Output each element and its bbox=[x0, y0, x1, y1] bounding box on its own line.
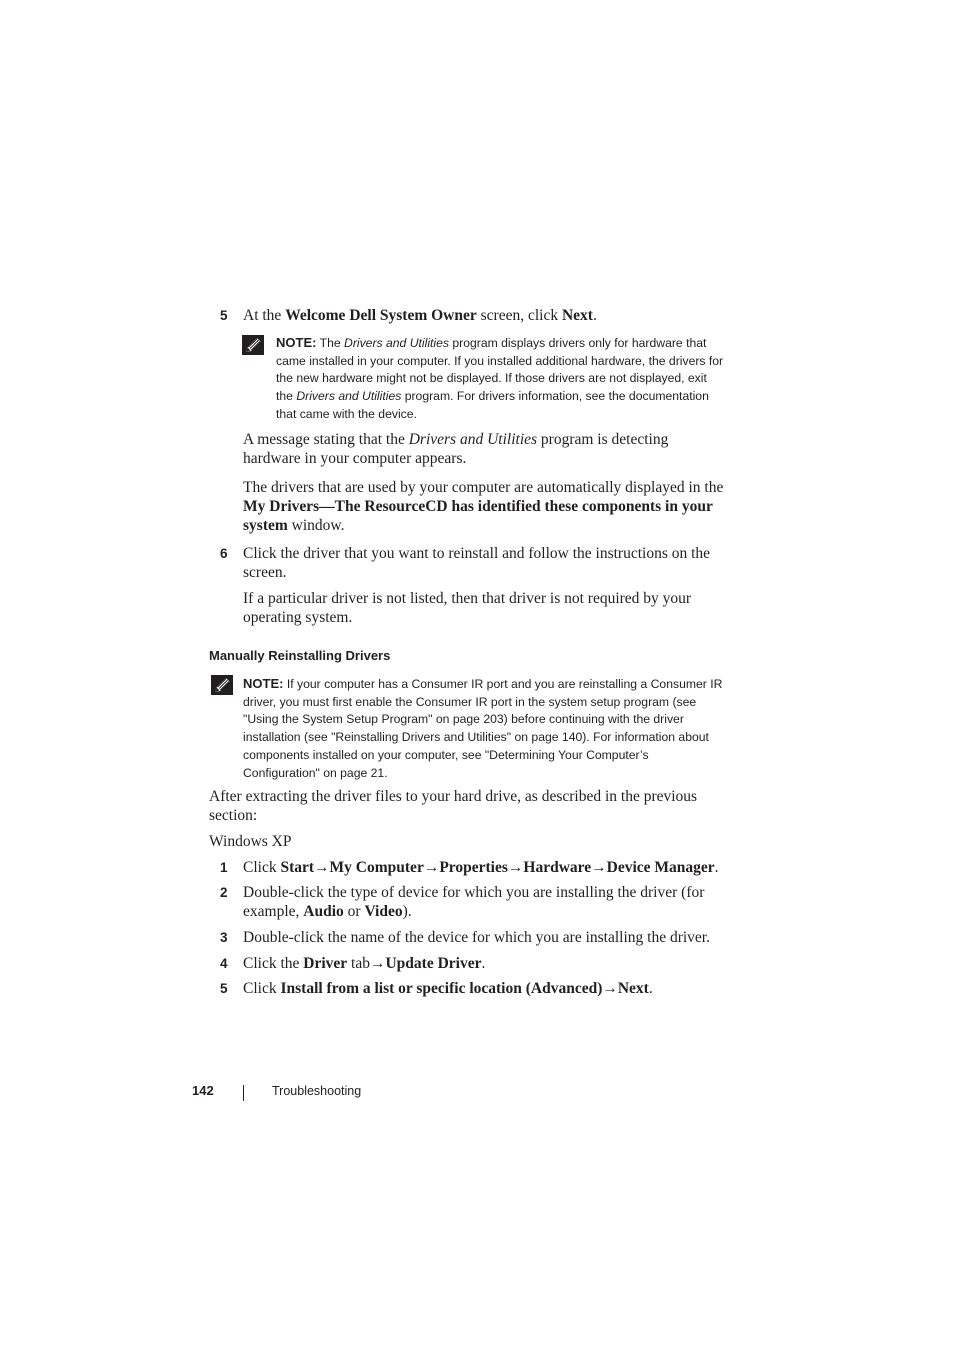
step-number: 5 bbox=[220, 981, 228, 996]
step-number: 3 bbox=[220, 930, 228, 945]
pencil-note-icon bbox=[242, 335, 264, 355]
step-2-text: Double-click the type of device for which you are installing the driver (for example, Audio or Video). bbox=[243, 884, 705, 920]
step-3-text: Double-click the name of the device for which you are installing the driver. bbox=[243, 929, 710, 946]
footer-divider bbox=[243, 1085, 244, 1101]
step-number: 1 bbox=[220, 860, 228, 875]
note-consumer-ir: NOTE: If your computer has a Consumer IR port and you are reinstalling a Consumer IR driver, you must first enable the Consumer IR port in the system setup program (see "Using the System Setup Program" on page 203) before continuing with the driver installation (see "Reinstalling Drivers and Utilities" on page 140). For information about components installed on your computer, see "Determining Your Computer’s Configuration" on page 21. bbox=[243, 676, 723, 780]
step-number: 2 bbox=[220, 885, 228, 900]
paragraph-drivers-displayed: The drivers that are used by your computer are automatically displayed in the My Drivers—The ResourceCD has identified these components in your system window. bbox=[243, 479, 724, 534]
pencil-note-icon bbox=[211, 675, 233, 695]
step-number: 6 bbox=[220, 546, 228, 561]
step-number: 5 bbox=[220, 308, 228, 323]
note-drivers-utilities: NOTE: The Drivers and Utilities program displays drivers only for hardware that came installed in your computer. If you installed additional hardware, the drivers for the new hardware might not be displayed. If those drivers are not displayed, exit the Drivers and Utilities program. For drivers information, see the documentation that came with the device. bbox=[276, 335, 724, 421]
step-number: 4 bbox=[220, 956, 228, 971]
step-5-text: At the Welcome Dell System Owner screen, click Next. bbox=[243, 307, 597, 324]
paragraph-driver-not-listed: If a particular driver is not listed, then that driver is not required by your operating system. bbox=[243, 590, 692, 626]
step-4-text: Click the Driver tab→Update Driver. bbox=[243, 955, 486, 972]
step-1-text: Click Start→My Computer→Properties→Hardware→Device Manager. bbox=[243, 859, 719, 876]
page-number: 142 bbox=[192, 1083, 214, 1098]
paragraph-after-extracting: After extracting the driver files to your hard drive, as described in the previous section: bbox=[209, 788, 698, 824]
os-label: Windows XP bbox=[209, 833, 292, 850]
footer-section-title: Troubleshooting bbox=[272, 1084, 362, 1098]
section-heading: Manually Reinstalling Drivers bbox=[209, 648, 391, 663]
step-6-text: Click the driver that you want to reinstall and follow the instructions on the screen. bbox=[243, 545, 711, 581]
paragraph-message-detecting: A message stating that the Drivers and Utilities program is detecting hardware in your computer appears. bbox=[243, 431, 669, 467]
step-5-text: Click Install from a list or specific location (Advanced)→Next. bbox=[243, 980, 653, 997]
